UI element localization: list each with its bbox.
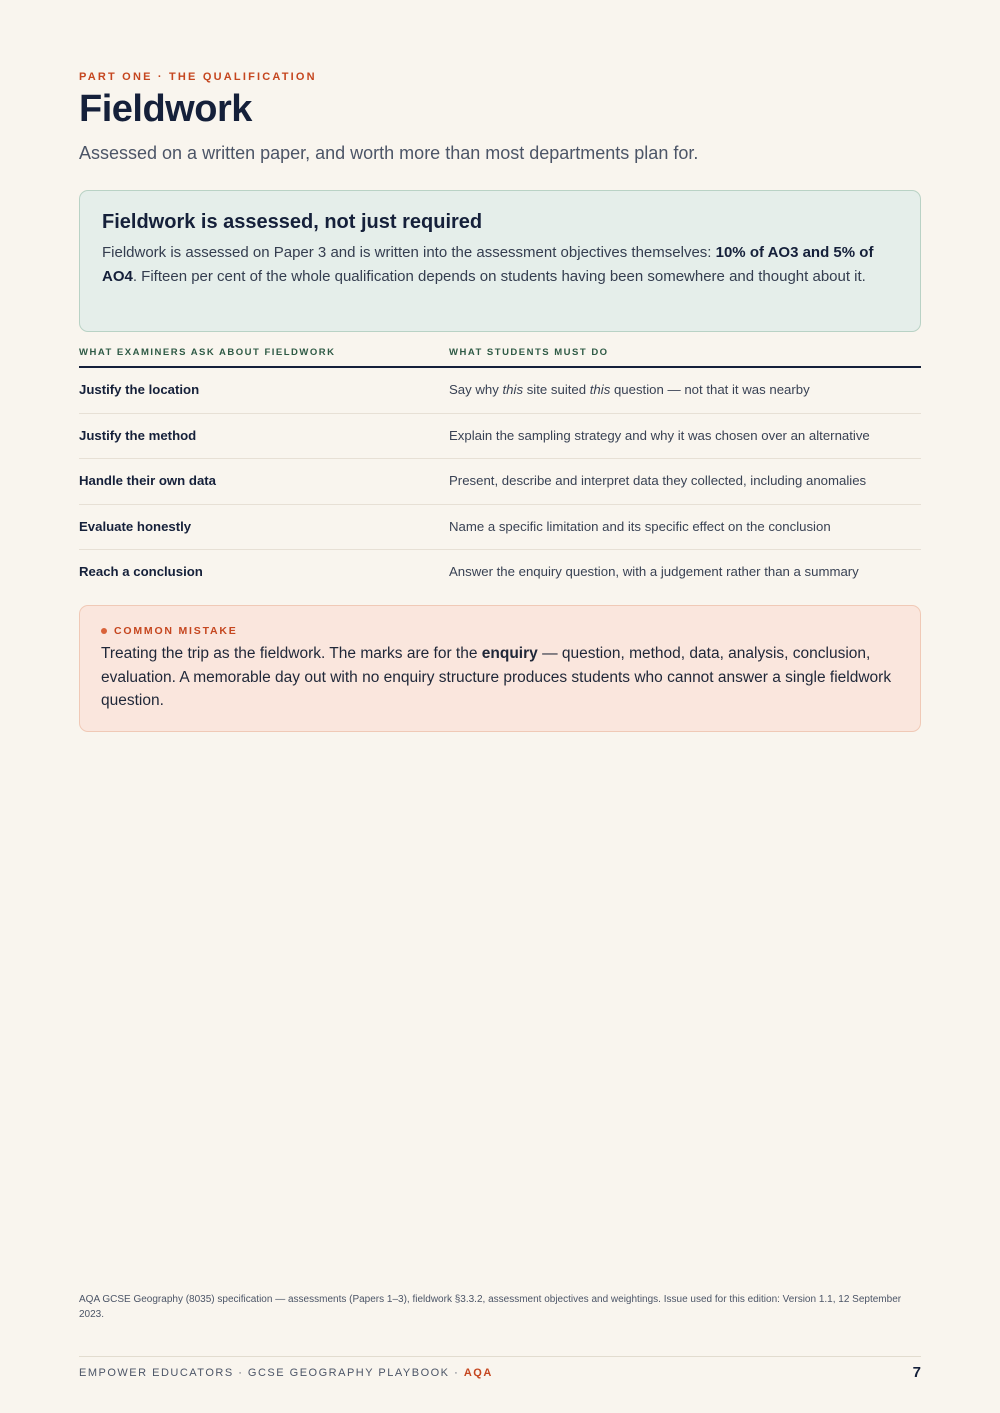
row-ask: Justify the method [79, 427, 197, 443]
row-do-emphasis: this [502, 382, 524, 397]
footer-running-title [79, 1367, 493, 1379]
callout-body-text: Fieldwork is assessed on Paper 3 and is written into the assessment objectives themselves: [102, 244, 716, 261]
column-header-examiners: WHAT EXAMINERS ASK ABOUT FIELDWORK [79, 347, 336, 358]
row-do-emphasis: this [589, 382, 611, 397]
callout-heading: Fieldwork is assessed, not just required [102, 211, 483, 233]
section-eyebrow: PART ONE · THE QUALIFICATION [79, 71, 317, 83]
footer-divider [79, 1356, 921, 1357]
table-row [79, 459, 921, 505]
table-row [79, 368, 921, 414]
row-do: Answer the enquiry question, with a judgement rather than a summary [449, 564, 859, 579]
key-fact-callout [79, 190, 921, 332]
page-subtitle: Assessed on a written paper, and worth more than most departments plan for. [79, 143, 699, 163]
bullet-dot-icon [101, 628, 107, 634]
source-note: AQA GCSE Geography (8035) specification — assessments (Papers 1–3), fieldwork §3.3.2, assessment objectives and weightings. Issue used for this edition: Version 1.1, 12 September 2023. [79, 1294, 902, 1320]
page [79, 0, 921, 1413]
callout-body-text-end: . Fifteen per cent of the whole qualification depends on students having been somewhere and thought about it. [132, 267, 866, 285]
mistake-body-text: Treating the trip as the fieldwork. The marks are for the [101, 645, 482, 662]
callout-body [102, 241, 898, 288]
fieldwork-table [79, 341, 921, 595]
row-do: Explain the sampling strategy and why it was chosen over an alternative [449, 427, 870, 443]
mistake-body-emphasis: enquiry [481, 645, 538, 662]
footer-title-text: EMPOWER EDUCATORS · GCSE GEOGRAPHY PLAYBOOK · [79, 1367, 464, 1379]
row-do [449, 382, 810, 397]
mistake-body [101, 642, 899, 713]
table-row [79, 550, 921, 595]
row-do-text: site suited [523, 382, 590, 397]
row-ask: Reach a conclusion [79, 564, 203, 579]
table-row [79, 505, 921, 551]
callout-body-emphasis: 10% of AO3 and 5% of AO4 [102, 244, 874, 285]
row-do-text: Say why [449, 382, 503, 397]
footer-board: AQA [463, 1367, 493, 1379]
row-ask: Justify the location [79, 382, 200, 397]
page-title: Fieldwork [79, 88, 252, 130]
row-ask: Handle their own data [79, 473, 217, 488]
column-header-students: WHAT STUDENTS MUST DO [449, 347, 609, 358]
row-do: Present, describe and interpret data they collected, including anomalies [449, 473, 867, 488]
mistake-label-text: COMMON MISTAKE [114, 625, 238, 637]
common-mistake-callout [79, 605, 921, 732]
row-ask: Evaluate honestly [79, 518, 192, 534]
page-number: 7 [912, 1364, 921, 1381]
table-header [79, 341, 921, 368]
mistake-label [101, 625, 899, 637]
row-do: Name a specific limitation and its specific effect on the conclusion [449, 518, 831, 534]
row-do-text: question — not that it was nearby [610, 382, 810, 397]
table-row [79, 414, 921, 460]
mistake-body-text-end: — question, method, data, analysis, conclusion, evaluation. A memorable day out with no enquiry structure produces students who cannot answer a single fieldwork question. [101, 645, 892, 709]
